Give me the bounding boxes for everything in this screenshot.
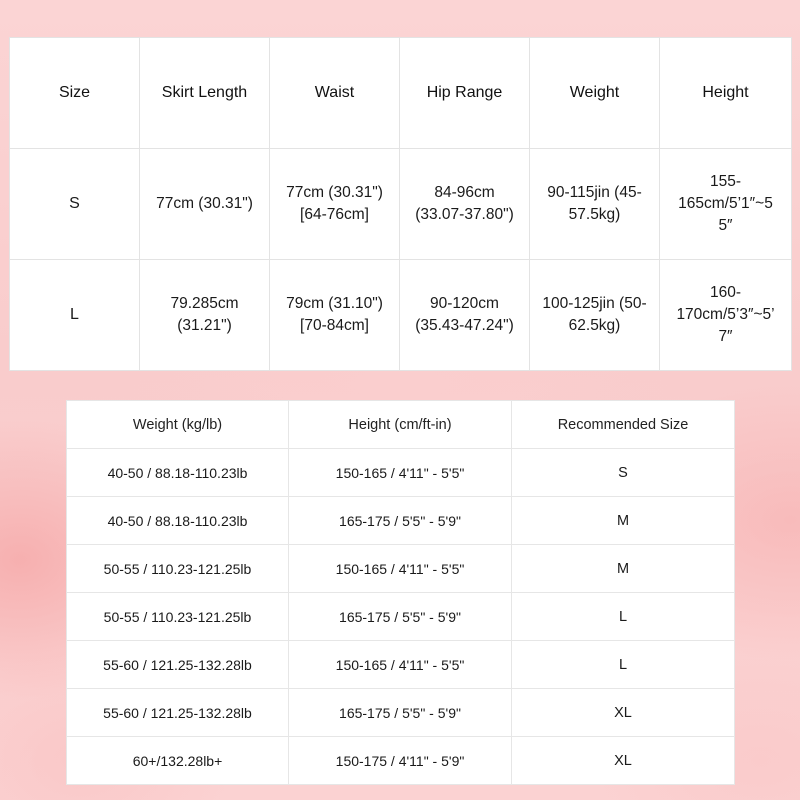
weight-range-cell: 55-60 / 121.25-132.28lb bbox=[67, 641, 289, 689]
header-weight: Weight bbox=[530, 38, 660, 149]
weight-range-cell: 60+/132.28lb+ bbox=[67, 737, 289, 785]
height-value: 155-165cm/5’1″~55″ bbox=[678, 173, 773, 234]
hip-range-value: 84-96cm (33.07-37.80") bbox=[415, 184, 514, 223]
height-range-cell: 150-165 / 4'11" - 5'5" bbox=[289, 449, 512, 497]
skirt-length-cell bbox=[140, 260, 270, 371]
header-recommended-size: Recommended Size bbox=[512, 401, 735, 449]
hip-range-cell bbox=[400, 260, 530, 371]
height-range-cell: 150-165 / 4'11" - 5'5" bbox=[289, 545, 512, 593]
recommended-size-cell: L bbox=[512, 593, 735, 641]
weight-range-cell: 55-60 / 121.25-132.28lb bbox=[67, 689, 289, 737]
table-row bbox=[10, 149, 792, 260]
header-weight-kg-lb: Weight (kg/lb) bbox=[67, 401, 289, 449]
skirt-length-value: 79.285cm (31.21") bbox=[170, 295, 239, 334]
weight-cell bbox=[530, 149, 660, 260]
weight-value: 100-125jin (50-62.5kg) bbox=[542, 295, 647, 334]
height-range-cell: 150-175 / 4'11" - 5'9" bbox=[289, 737, 512, 785]
weight-range-cell: 50-55 / 110.23-121.25lb bbox=[67, 593, 289, 641]
skirt-length-value: 77cm (30.31") bbox=[156, 195, 253, 212]
rec-table-header-row bbox=[67, 401, 735, 449]
header-height-cm-ft: Height (cm/ft-in) bbox=[289, 401, 512, 449]
recommended-size-cell: L bbox=[512, 641, 735, 689]
table-row bbox=[67, 449, 735, 497]
size-recommendation-table bbox=[66, 400, 735, 785]
recommended-size-cell: S bbox=[512, 449, 735, 497]
waist-value: 77cm (30.31") [64-76cm] bbox=[286, 184, 383, 223]
recommended-size-cell: M bbox=[512, 545, 735, 593]
recommended-size-cell: XL bbox=[512, 689, 735, 737]
table-row bbox=[67, 737, 735, 785]
size-table-header-row bbox=[10, 38, 792, 149]
table-row bbox=[67, 593, 735, 641]
skirt-length-cell bbox=[140, 149, 270, 260]
height-cell bbox=[660, 149, 792, 260]
header-size: Size bbox=[10, 38, 140, 149]
hip-range-value: 90-120cm (35.43-47.24") bbox=[415, 295, 514, 334]
table-row bbox=[67, 689, 735, 737]
height-range-cell: 165-175 / 5'5" - 5'9" bbox=[289, 497, 512, 545]
height-range-cell: 165-175 / 5'5" - 5'9" bbox=[289, 593, 512, 641]
table-row bbox=[67, 641, 735, 689]
weight-range-cell: 40-50 / 88.18-110.23lb bbox=[67, 449, 289, 497]
recommended-size-cell: XL bbox=[512, 737, 735, 785]
waist-value: 79cm (31.10") [70-84cm] bbox=[286, 295, 383, 334]
weight-range-cell: 50-55 / 110.23-121.25lb bbox=[67, 545, 289, 593]
hip-range-cell bbox=[400, 149, 530, 260]
header-hip-range: Hip Range bbox=[400, 38, 530, 149]
height-range-cell: 165-175 / 5'5" - 5'9" bbox=[289, 689, 512, 737]
waist-cell bbox=[270, 149, 400, 260]
size-measurement-table bbox=[9, 37, 792, 371]
waist-cell bbox=[270, 260, 400, 371]
table-row bbox=[67, 497, 735, 545]
size-cell: L bbox=[10, 260, 140, 371]
height-value: 160-170cm/5’3″~5’7″ bbox=[676, 284, 775, 345]
weight-range-cell: 40-50 / 88.18-110.23lb bbox=[67, 497, 289, 545]
table-row bbox=[10, 260, 792, 371]
weight-value: 90-115jin (45-57.5kg) bbox=[547, 184, 642, 223]
header-skirt-length: Skirt Length bbox=[140, 38, 270, 149]
table-row bbox=[67, 545, 735, 593]
header-waist: Waist bbox=[270, 38, 400, 149]
recommended-size-cell: M bbox=[512, 497, 735, 545]
height-range-cell: 150-165 / 4'11" - 5'5" bbox=[289, 641, 512, 689]
header-height: Height bbox=[660, 38, 792, 149]
height-cell bbox=[660, 260, 792, 371]
weight-cell bbox=[530, 260, 660, 371]
size-cell: S bbox=[10, 149, 140, 260]
